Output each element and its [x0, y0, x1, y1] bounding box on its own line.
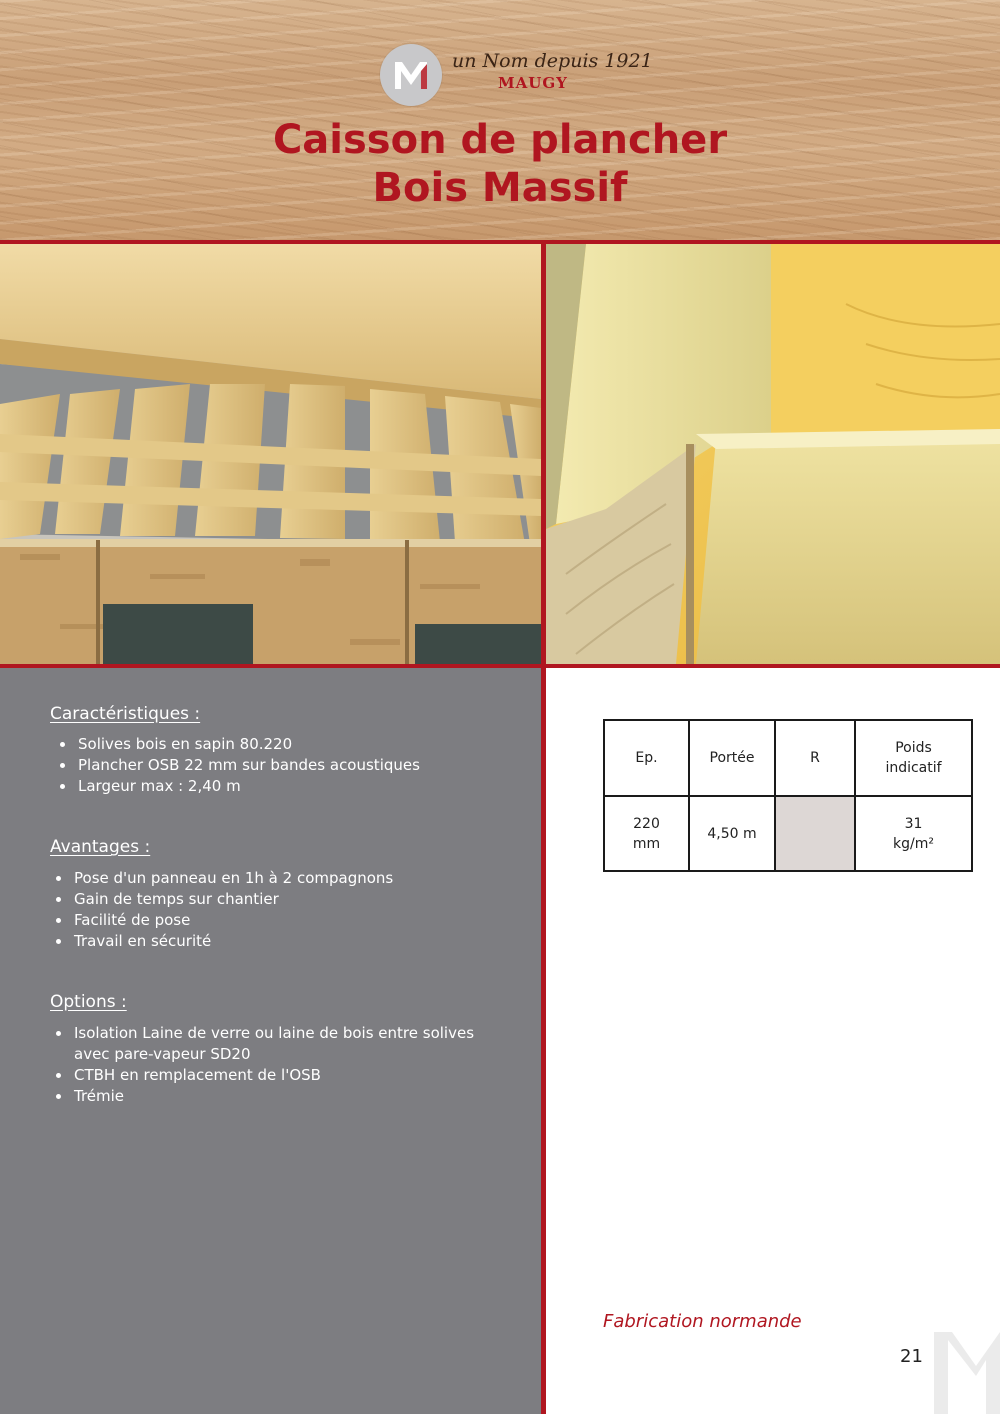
value-ep-line2: mm: [632, 835, 661, 852]
value-ep: [604, 796, 689, 871]
brand-name: MAUGY: [498, 74, 568, 92]
list-item: Gain de temps sur chantier: [54, 889, 494, 910]
features-panel: [0, 668, 541, 1414]
brand-logo: [380, 44, 653, 108]
photo-joist-detail: [546, 244, 1000, 664]
value-portee: 4,50 m: [689, 796, 775, 871]
caracteristiques-title: Caractéristiques :: [50, 704, 201, 724]
corner-logo-watermark-icon: [930, 1326, 1000, 1414]
list-item: Largeur max : 2,40 m: [58, 776, 498, 797]
list-item: CTBH en remplacement de l'OSB: [54, 1065, 504, 1086]
photo-divider-vertical: [541, 244, 546, 1414]
list-item: Solives bois en sapin 80.220: [58, 734, 498, 755]
list-item: Travail en sécurité: [54, 931, 494, 952]
list-item: Isolation Laine de verre ou laine de bois entre solives avec pare-vapeur SD20: [54, 1023, 504, 1065]
header-poids-line2: indicatif: [885, 760, 942, 776]
page-title: [0, 116, 1000, 212]
list-item: Trémie: [54, 1086, 504, 1107]
options-list: [54, 1023, 504, 1107]
caracteristiques-list: [58, 734, 498, 797]
made-in-label: Fabrication normande: [603, 1311, 802, 1332]
page-title-line2: Bois Massif: [372, 165, 628, 211]
logo-badge: [380, 44, 442, 106]
header-wood-banner: [0, 0, 1000, 240]
list-item: Plancher OSB 22 mm sur bandes acoustiques: [58, 755, 498, 776]
value-r: [775, 796, 855, 871]
logo-m-icon: [392, 58, 430, 92]
header-portee: Portée: [689, 720, 775, 796]
header-r: R: [775, 720, 855, 796]
spec-table: [603, 719, 973, 872]
avantages-list: [54, 868, 494, 952]
list-item: Facilité de pose: [54, 910, 494, 931]
spec-table-row: [604, 796, 972, 871]
header-poids-line1: Poids: [895, 740, 932, 756]
page-number: 21: [900, 1346, 923, 1367]
value-poids-line2: kg/m²: [893, 835, 934, 852]
value-poids-line1: 31: [904, 815, 923, 832]
tagline: un Nom depuis 1921: [452, 50, 653, 72]
header-ep: Ep.: [604, 720, 689, 796]
avantages-title: Avantages :: [50, 837, 151, 857]
spec-table-header-row: [604, 720, 972, 796]
value-ep-line1: 220: [633, 815, 660, 832]
list-item: Pose d'un panneau en 1h à 2 compagnons: [54, 868, 494, 889]
photo-floor-joists: [0, 244, 541, 664]
options-title: Options :: [50, 992, 127, 1012]
value-poids: [855, 796, 972, 871]
header-poids: [855, 720, 972, 796]
page-title-line1: Caisson de plancher: [272, 117, 728, 163]
